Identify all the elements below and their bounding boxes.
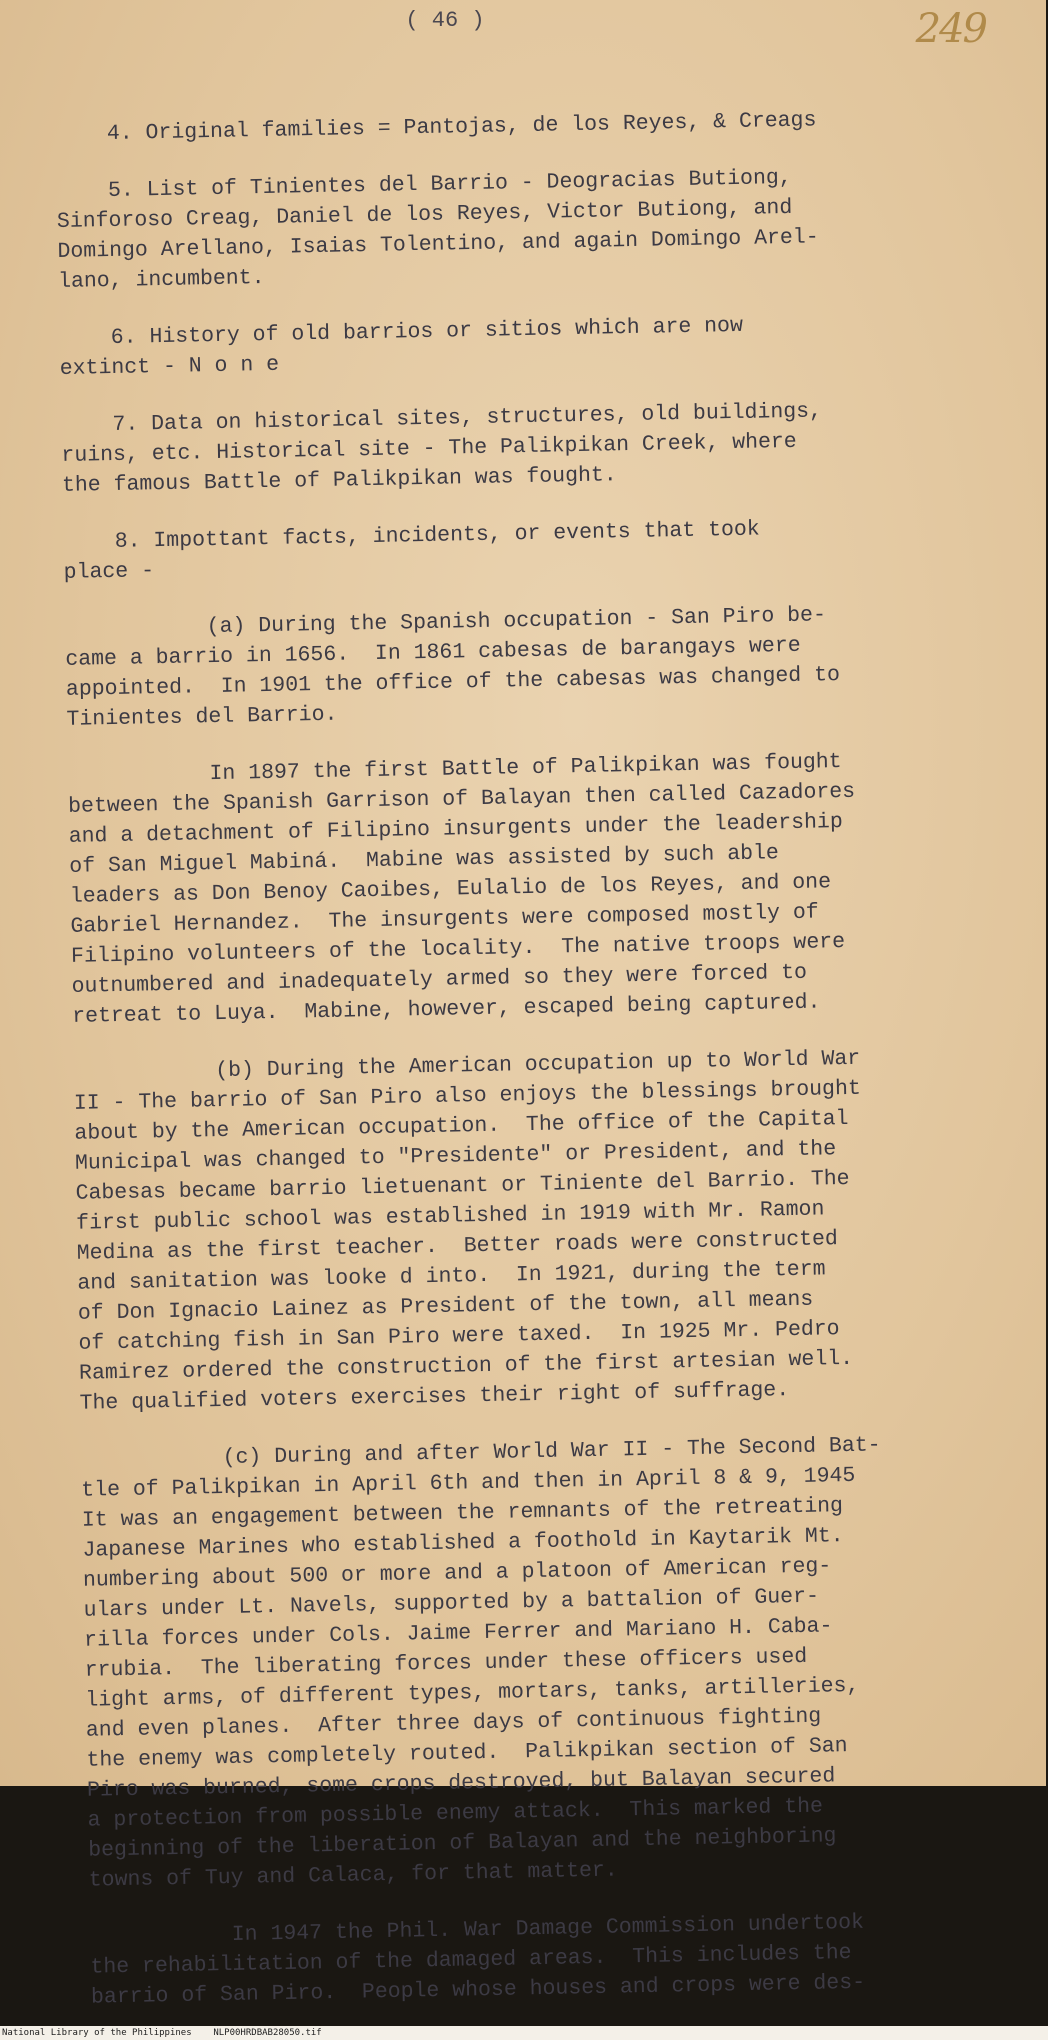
paragraph-important-facts: 8. Impottant facts, incidents, or events that took place - <box>62 517 760 585</box>
handwritten-folio-number: 249 <box>915 6 986 52</box>
page-number: ( 46 ) <box>405 8 485 33</box>
paragraph-original-families: 4. Original families = Pantojas, de los Reyes, & Creags <box>55 108 817 147</box>
footer-institution: National Library of the Philippines <box>2 2028 192 2038</box>
footer-filename: NLP00HRDBAB28050.tif <box>213 2028 322 2038</box>
scan-footer <box>0 2026 1048 2040</box>
paragraph-tinientes-list: 5. List of Tinientes del Barrio - Deogracias Butiong, Sinforoso Creag, Daniel de los Reyes, Victor Butiong, and Domingo Arellano, Isaias Tolentino, and again Domingo Arel- lano, incumbent. <box>56 165 819 294</box>
paragraph-world-war-ii: (c) During and after World War II - The Second Bat- tle of Palikpikan in April 6th and then in April 8 & 9, 1945 It was an engagement between the remnants of the retreating Japanese Marines who established a foothold in Kaytarik Mt. numbering about 500 or more and a platoon of American reg- ulars under Lt. Navels, supported by a battalion of Guer- rilla forces under Cols. Jaime Ferrer and Mariano H. Caba- rrubia. The liberating forces under these officers used light arms, of different types, mortars, tanks, artilleries, and even planes. After three days of continuous fighting the enemy was completely routed. Palikpikan section of San Piro was burned, some crops destroyed, but Balayan secured a protection from possible enemy attack. This marked the beginning of the liberation of Balayan and the neighboring towns of Tuy and Calaca, for that matter. <box>80 1433 881 1893</box>
paragraph-old-barrios: 6. History of old barrios or sitios which are now extinct - N o n e <box>58 313 744 381</box>
paragraph-historical-sites: 7. Data on historical sites, structures, old buildings, ruins, etc. Historical site - The Palikpikan Creek, where the famous Battle of Palikpikan was fought. <box>60 399 823 498</box>
typed-text-body <box>55 102 1022 2039</box>
paragraph-spanish-occupation: (a) During the Spanish occupation - San Piro be- came a barrio in 1656. In 1861 cabesas de barangays were appointed. In 1901 the office of the cabesas was changed to Tinientes del Barrio. <box>64 603 841 732</box>
paragraph-american-occupation: (b) During the American occupation up to World War II - The barrio of San Piro also enjoys the blessings brought about by the American occupation. The office of the Capital Municipal was changed to "Presidente" or President, and the Cabesas became barrio lietuenant or Tiniente del Barrio. The first public school was established in 1919 with Mr. Ramon Medina as the first teacher. Better roads were constructed and sanitation was looke d into. In 1921, during the term of Don Ignacio Lainez as President of the town, all means of catching fish in San Piro were taxed. In 1925 Mr. Pedro Ramirez ordered the construction of the first artesian well. The qualified voters exercises their right of suffrage. <box>73 1046 862 1416</box>
paragraph-first-battle: In 1897 the first Battle of Palikpikan was fought between the Spanish Garrison of Balayan then called Cazadores and a detachment of Filipino insurgents under the leadership of San Miguel Mabiná. Mabine was assisted by such able leaders as Don Benoy Caoibes, Eulalio de los Reyes, and one Gabriel Hernandez. The insurgents were composed mostly of Filipino volunteers of the locality. The native troops were outnumbered and inadequately armed so they were forced to retreat to Luya. Mabine, however, escaped being captured. <box>67 750 856 1029</box>
paragraph-war-damage-commission: In 1947 the Phil. War Damage Commission undertook the rehabilitation of the damaged areas. This includes the barrio of San Piro. People whose houses and crops were des- <box>89 1910 866 2010</box>
